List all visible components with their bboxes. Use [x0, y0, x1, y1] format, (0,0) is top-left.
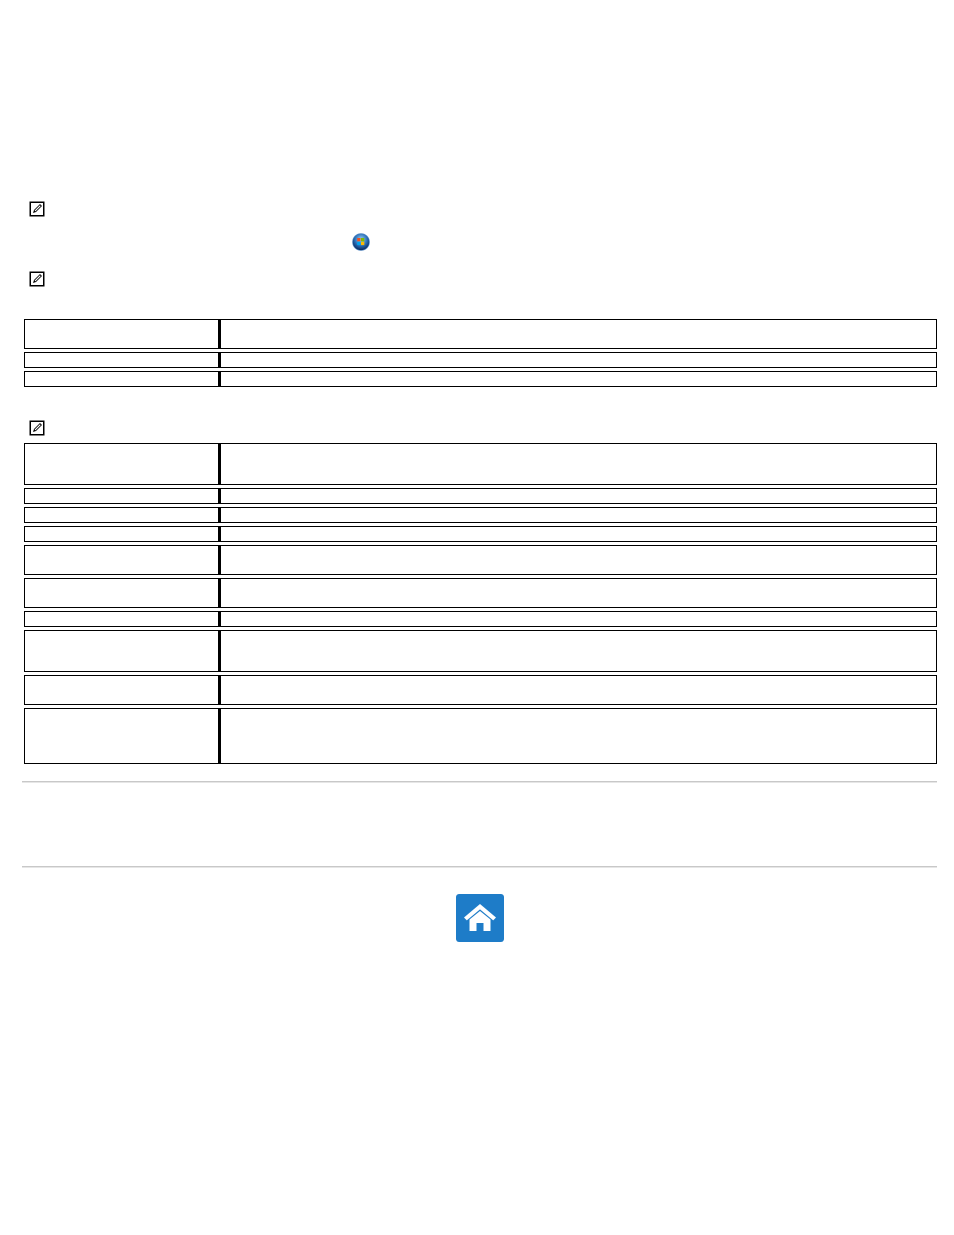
table-cell-value	[219, 545, 937, 575]
table-cell-label	[24, 708, 219, 764]
table-cell-value	[219, 443, 937, 485]
windows-start-orb-icon	[352, 233, 370, 251]
table-row	[24, 630, 937, 672]
specs-table-2	[24, 440, 937, 767]
table-row	[24, 352, 937, 368]
table-row	[24, 371, 937, 387]
table-cell-value	[219, 371, 937, 387]
table-cell-value	[219, 611, 937, 627]
divider	[22, 781, 937, 783]
table-cell-label	[24, 443, 219, 485]
table-cell-value	[219, 578, 937, 608]
table-cell-label	[24, 630, 219, 672]
table-cell-label	[24, 319, 219, 349]
home-icon	[456, 894, 504, 942]
table-row	[24, 708, 937, 764]
table-cell-label	[24, 545, 219, 575]
divider	[22, 866, 937, 868]
table-row	[24, 319, 937, 349]
table-row	[24, 488, 937, 504]
specs-table-1	[24, 316, 937, 390]
table-row	[24, 611, 937, 627]
table-row	[24, 443, 937, 485]
table-row	[24, 675, 937, 705]
note-pencil-icon	[29, 201, 45, 217]
table-cell-label	[24, 507, 219, 523]
table-cell-value	[219, 319, 937, 349]
table-cell-label	[24, 488, 219, 504]
table-cell-value	[219, 708, 937, 764]
table-cell-value	[219, 675, 937, 705]
table-cell-value	[219, 526, 937, 542]
table-row	[24, 507, 937, 523]
note-pencil-icon	[29, 420, 45, 436]
table-row	[24, 578, 937, 608]
table-cell-value	[219, 488, 937, 504]
table-cell-label	[24, 371, 219, 387]
table-cell-value	[219, 630, 937, 672]
table-cell-label	[24, 611, 219, 627]
note-pencil-icon	[29, 271, 45, 287]
table-cell-value	[219, 507, 937, 523]
table-row	[24, 526, 937, 542]
table-row	[24, 545, 937, 575]
table-cell-label	[24, 578, 219, 608]
home-button[interactable]	[456, 894, 504, 942]
table-cell-value	[219, 352, 937, 368]
table-cell-label	[24, 526, 219, 542]
table-cell-label	[24, 352, 219, 368]
table-cell-label	[24, 675, 219, 705]
